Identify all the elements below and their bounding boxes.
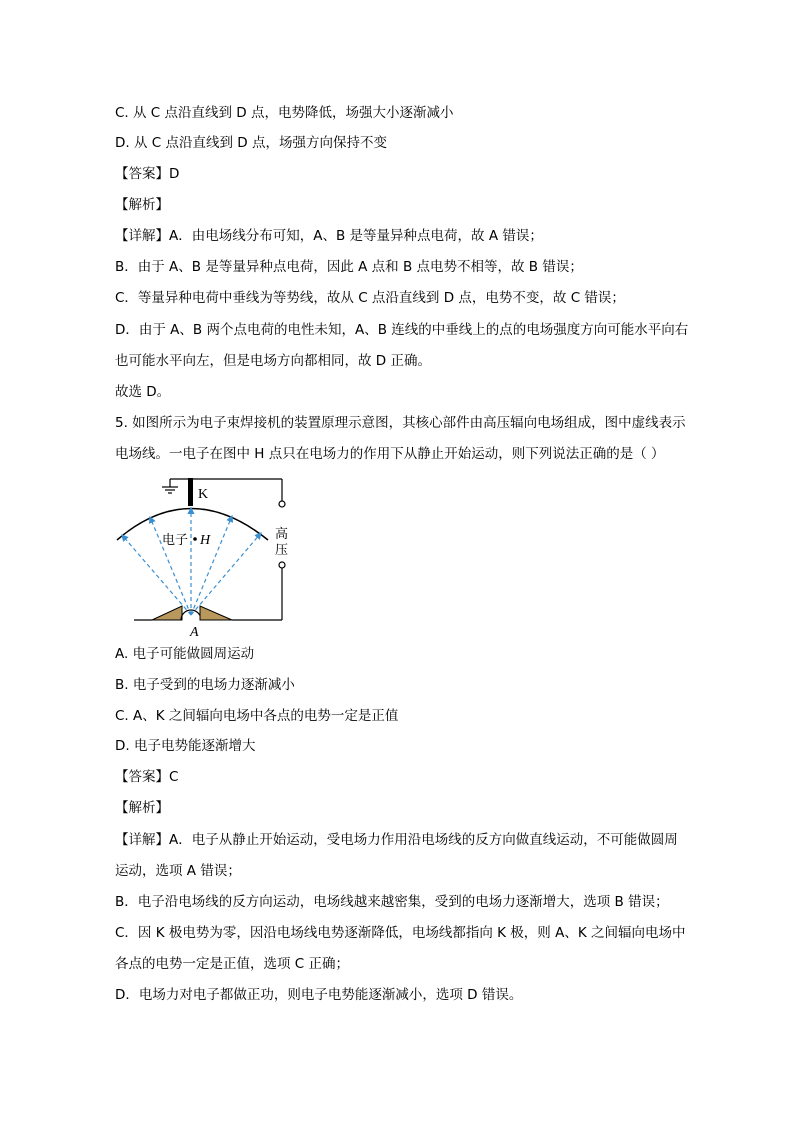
q4-option-c: C. 从 C 点沿直线到 D 点，电势降低，场强大小逐渐减小 [115, 105, 454, 121]
q4-analysis-label: 【解析】 [115, 197, 169, 213]
label-voltage: 压 [275, 543, 289, 558]
arc-electrode [117, 509, 268, 541]
q5-detail-c-line1: C．因 K 极电势为零，因沿电场线电势逐渐降低，电场线都指向 K 极，则 A、K 之间辐向电场中 [115, 925, 686, 941]
ground-symbol [162, 479, 188, 493]
q4-conclusion: 故选 D。 [115, 384, 171, 400]
q5-detail-d: D．电场力对电子都做正功，则电子电势能逐渐减小，选项 D 错误。 [115, 987, 523, 1003]
q5-detail-c-line2: 各点的电势一定是正值，选项 C 正确； [115, 956, 350, 972]
q4-answer: 【答案】D [115, 166, 180, 182]
q5-option-c: C. A、K 之间辐向电场中各点的电势一定是正值 [115, 708, 399, 724]
q5-option-d: D. 电子电势能逐渐增大 [115, 738, 256, 754]
field-lines [122, 508, 261, 615]
q5-detail-a-line1: 【详解】A．电子从静止开始运动，受电场力作用沿电场线的反方向做直线运动，不可能做圆周 [115, 832, 678, 848]
q4-detail-d-line1: D．由于 A、B 两个点电荷的电性未知，A、B 连线的中垂线上的点的电场强度方向可能水平向右 [115, 322, 689, 338]
q4-detail-d-line2: 也可能水平向左，但是电场方向都相同，故 D 正确。 [115, 353, 431, 369]
q5-analysis-label: 【解析】 [115, 800, 169, 816]
q4-option-d: D. 从 C 点沿直线到 D 点，场强方向保持不变 [115, 135, 387, 151]
q4-detail-b: B．由于 A、B 是等量异种点电荷，因此 A 点和 B 点电势不相等，故 B 错误； [115, 259, 583, 275]
label-h: H [200, 533, 211, 548]
terminal-top [279, 501, 285, 507]
q5-detail-b: B．电子沿电场线的反方向运动，电场线越来越密集，受到的电场力逐渐增大，选项 B 错误； [115, 894, 669, 910]
a-electrode [134, 606, 282, 620]
q5-detail-a-line2: 运动，选项 A 错误； [115, 863, 241, 879]
terminal-bottom [279, 562, 285, 568]
q4-detail-a: 【详解】A．由电场线分布可知，A、B 是等量异种点电荷，故 A 错误； [115, 228, 543, 244]
electron-beam-welder-diagram [110, 472, 300, 640]
q5-stem-line1: 5. 如图所示为电子束焊接机的装置原理示意图，其核心部件由高压辐向电场组成，图中虚线表示 [115, 415, 686, 431]
q5-stem-line2: 电场线。一电子在图中 H 点只在电场力的作用下从静止开始运动，则下列说法正确的是（ ） [115, 446, 665, 462]
q5-answer: 【答案】C [115, 769, 179, 785]
h-point [193, 537, 197, 541]
q4-detail-c: C．等量异种电荷中垂线为等势线，故从 C 点沿直线到 D 点，电势不变，故 C 错误； [115, 290, 625, 306]
label-electron: 电子 [162, 533, 189, 548]
label-high: 高 [275, 527, 289, 542]
q5-option-a: A. 电子可能做圆周运动 [115, 646, 255, 662]
label-k: K [198, 487, 209, 502]
label-a: A [190, 625, 199, 640]
q5-option-b: B. 电子受到的电场力逐渐减小 [115, 677, 295, 693]
k-electrode [188, 478, 193, 506]
